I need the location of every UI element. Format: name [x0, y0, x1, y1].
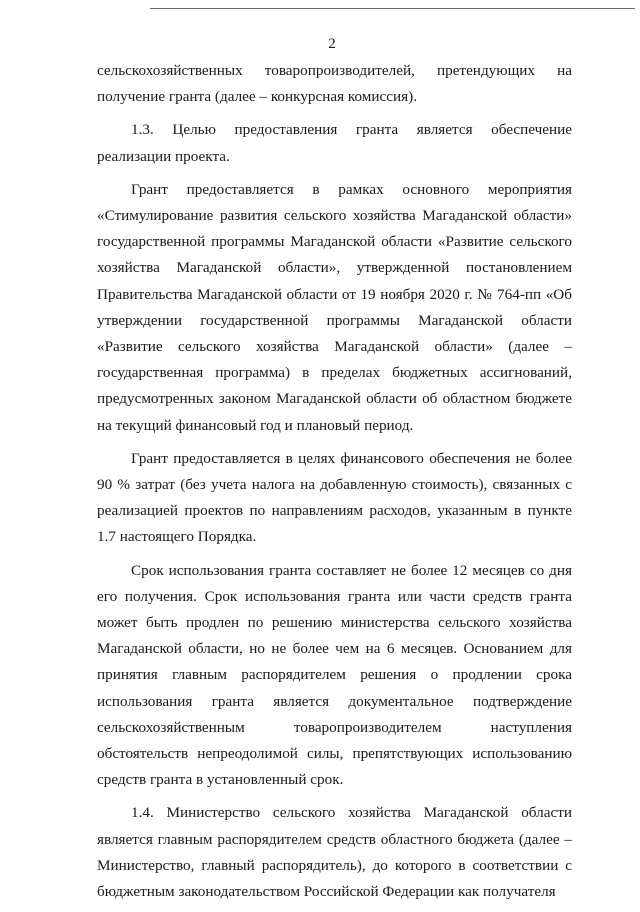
paragraph-grant-purpose: Грант предоставляется в целях финансового обеспечения не более 90 % затрат (без учета налога на добавленную стоимость), связанных с реализацией проектов по направлениям расходов, указанным в пункте 1.7 настоящего Порядка. — [97, 449, 572, 546]
paragraph-grant-framework: Грант предоставляется в рамках основного мероприятия «Стимулирование развития сельского хозяйства Магаданской области» государственной программы Магаданской области «Развитие сельского хозяйства Магаданской области», утвержденной постановлением Правительства Магаданской области от 19 ноября 2020 г. № 764-пп «Об утверждении государственной программы Магаданской области «Развитие сельского хозяйства Магаданской области» (далее – государственная программа) в пределах бюджетных ассигнований, предусмотренных законом Магаданской области об областном бюджете на текущий финансовый год и плановый период. — [97, 180, 572, 434]
document-body — [97, 58, 572, 912]
paragraph-grant-term: Срок использования гранта составляет не более 12 месяцев со дня его получения. Срок использования гранта или части средств гранта может быть продлен по решению министерства сельского хозяйства Магаданской области, но не более чем на 6 месяцев. Основанием для принятия главным распорядителем решения о продлении срока использования гранта является документальное подтверждение сельскохозяйственным товаропроизводителем наступления обстоятельств непреодолимой силы, препятствующих использованию средств гранта в установленный срок. — [97, 561, 572, 789]
header-rule — [150, 8, 635, 9]
paragraph-1-3: 1.3. Целью предоставления гранта является обеспечение реализации проекта. — [97, 121, 572, 165]
paragraph-continuation: сельскохозяйственных товаропроизводителей, претендующих на получение гранта (далее – конкурсная комиссия). — [97, 62, 572, 106]
paragraph-1-4: 1.4. Министерство сельского хозяйства Магаданской области является главным распорядителем средств областного бюджета (далее – Министерство, главный распорядитель), до которого в соответствии с бюджетным законодательством Российской Федерации как получателя — [97, 804, 572, 901]
page-number: 2 — [328, 36, 336, 52]
